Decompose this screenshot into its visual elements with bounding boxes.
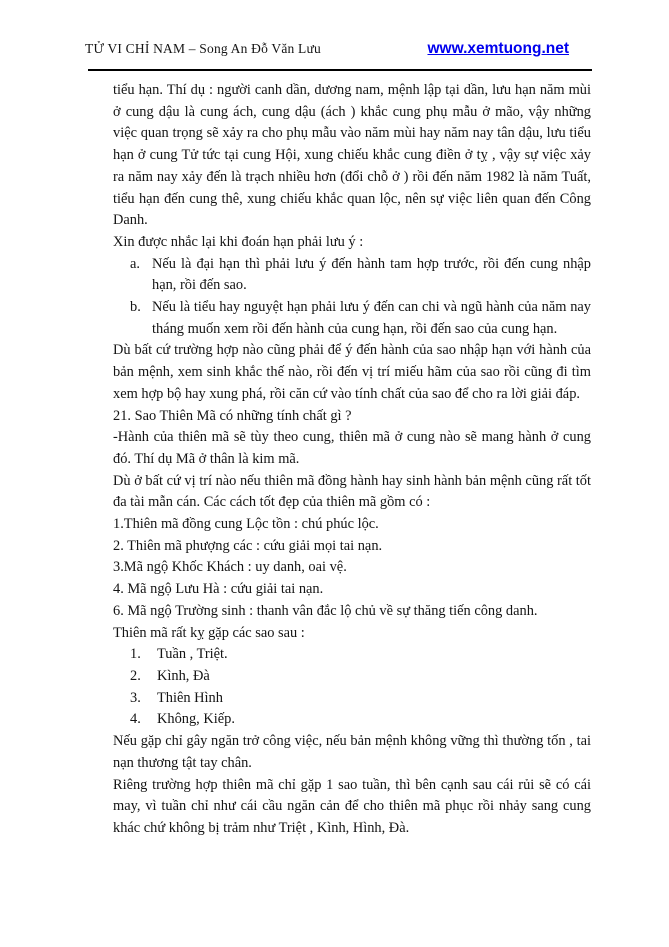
paragraph-hanh-thien-ma: -Hành của thiên mã sẽ tùy theo cung, thiên mã ở cung nào sẽ mang hành ở cung đó. Thí dụ Mã ở thân là kim mã. — [113, 429, 591, 467]
list-marker: 4. — [130, 711, 141, 728]
paragraph-du-o-vi-tri: Dù ở bất cứ vị trí nào nếu thiên mã đồng hành hay sinh hành bản mệnh cũng rất tốt đa tài mẫn cán. Các cách tốt đẹp của thiên mã gồm có : — [113, 472, 591, 511]
cach-line-4: 4. Mã ngộ Lưu Hà : cứu giải tai nạn. — [113, 581, 324, 598]
list-marker: b. — [130, 299, 141, 316]
paragraph-du-bat-cu: Dù bất cứ trường hợp nào cũng phải để ý đến hành của sao nhập hạn với hành của bản mệnh, xem sinh khắc thế nào, rồi đến vị trí miếu hãm của sao rồi cũng đi tìm xem hợp bộ hay xung phá, rồi căn cứ vào tính chất của sao để cho ra lời giải đáp. — [113, 342, 591, 402]
website-link[interactable]: www.xemtuong.net — [427, 40, 569, 57]
list-item-text: Kình, Đà — [157, 667, 210, 684]
list-item-text: Không, Kiếp. — [157, 711, 235, 728]
cach-line-1: 1.Thiên mã đồng cung Lộc tồn : chú phúc lộc. — [113, 516, 379, 533]
document-title: TỬ VI CHỈ NAM – Song An Đỗ Văn Lưu — [85, 41, 321, 56]
list-item-text: Thiên Hình — [157, 689, 223, 706]
list-item-b — [113, 297, 591, 340]
cach-line-3: 3.Mã ngộ Khốc Khách : uy danh, oai vệ. — [113, 559, 347, 576]
ky-list-item-3 — [113, 688, 591, 710]
list-item-text: Tuần , Triệt. — [157, 646, 228, 663]
document-body — [113, 80, 591, 840]
list-item-text: Nếu là tiểu hay nguyệt hạn phải lưu ý đến can chi và ngũ hành của năm nay tháng muốn xem rồi đến hành của cung hạn, rồi đến sao của cung hạn. — [152, 299, 591, 337]
paragraph-ky-intro: Thiên mã rất kỵ gặp các sao sau : — [113, 624, 305, 641]
header-divider — [88, 69, 592, 71]
ky-list-item-4 — [113, 709, 591, 731]
question-21-heading: 21. Sao Thiên Mã có những tính chất gì ? — [113, 407, 352, 424]
paragraph-note: Xin được nhắc lại khi đoán hạn phải lưu ý : — [113, 233, 364, 250]
cach-line-6: 6. Mã ngộ Trường sinh : thanh vân đắc lộ chủ về sự thăng tiến công danh. — [113, 602, 538, 619]
paragraph-neu-gap: Nếu gặp chỉ gây ngăn trở công việc, nếu bản mệnh không vững thì thường tốn , tai nạn thương tật tay chân. — [113, 733, 591, 771]
list-item-a — [113, 254, 591, 297]
page-header — [85, 40, 569, 58]
paragraph-rieng: Riêng trường hợp thiên mã chỉ gặp 1 sao tuần, thì bên cạnh sau cái rủi sẽ có cái may, vì tuần chỉ như cái cầu ngăn cản để cho thiên mã phục rồi nhảy sang cung khác chứ không bị trảm như Triệt , Kình, Hình, Đà. — [113, 776, 591, 836]
list-marker: 2. — [130, 667, 141, 684]
list-marker: 3. — [130, 689, 141, 706]
list-marker: 1. — [130, 646, 141, 663]
list-marker: a. — [130, 255, 140, 272]
paragraph-intro: tiểu hạn. Thí dụ : người canh dần, dương nam, mệnh lập tại dần, lưu hạn năm mùi ở cung dậu là cung ách, cung dậu (ách ) khắc cung phụ mẫu ở mão, vậy những việc quan trọng sẽ xảy ra cho phụ mẫu vào năm mùi hay năm nay tân dậu, lưu tiểu hạn ở cung Tử tức tại cung Hội, xung chiếu khắc cung điền ở tỵ , vậy sự việc xảy ra năm nay xảy đến là trạch nhiều hơn (đổi chỗ ở ) rồi đến năm 1982 là năm Tuất, tiểu hạn đến cung thê, xung chiếu khắc quan lộc, nên sự việc liên quan đến Công Danh. — [113, 82, 591, 229]
list-item-text: Nếu là đại hạn thì phải lưu ý đến hành tam hợp trước, rồi đến cung nhập hạn, rồi đến sao. — [152, 255, 591, 294]
ky-list-item-1 — [113, 644, 591, 666]
ky-list-item-2 — [113, 666, 591, 688]
cach-line-2: 2. Thiên mã phượng các : cứu giải mọi tai nạn. — [113, 537, 383, 554]
